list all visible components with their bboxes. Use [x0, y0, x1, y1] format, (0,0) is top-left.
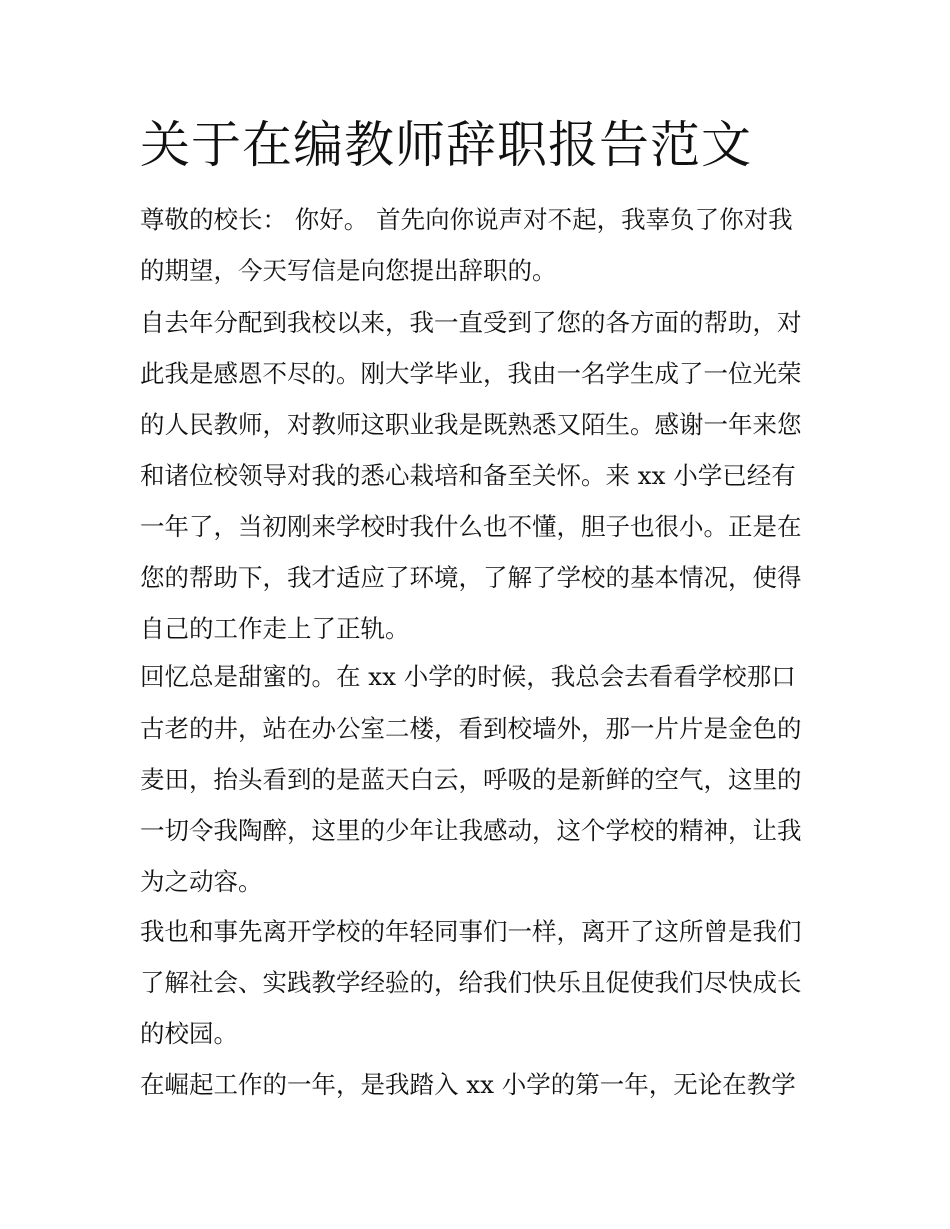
document-title: 关于在编教师辞职报告范文 — [140, 116, 752, 174]
body-line: 古老的井，站在办公室二楼，看到校墙外，那一片片是金色的 — [140, 714, 802, 743]
body-line: 此我是感恩不尽的。刚大学毕业，我由一名学生成了一位光荣 — [140, 359, 802, 388]
body-line: 在崛起工作的一年，是我踏入 xx 小学的第一年，无论在教学 — [140, 1070, 796, 1099]
body-line: 的期望，今天写信是向您提出辞职的。 — [140, 256, 557, 285]
body-line: 的校园。 — [140, 1019, 238, 1048]
body-line: 您的帮助下，我才适应了环境，了解了学校的基本情况，使得 — [140, 563, 802, 592]
body-line: 为之动容。 — [140, 867, 263, 896]
body-line: 麦田，抬头看到的是蓝天白云，呼吸的是新鲜的空气，这里的 — [140, 765, 802, 794]
body-line: 的人民教师，对教师这职业我是既熟悉又陌生。感谢一年来您 — [140, 410, 802, 439]
body-line: 和诸位校领导对我的悉心栽培和备至关怀。来 xx 小学已经有 — [140, 461, 796, 490]
body-line: 回忆总是甜蜜的。在 xx 小学的时候，我总会去看看学校那口 — [140, 662, 796, 691]
body-line: 了解社会、实践教学经验的，给我们快乐且促使我们尽快成长 — [140, 968, 802, 997]
body-line: 一切令我陶醉，这里的少年让我感动，这个学校的精神，让我 — [140, 816, 802, 845]
body-line: 我也和事先离开学校的年轻同事们一样，离开了这所曾是我们 — [140, 917, 802, 946]
body-line: 自去年分配到我校以来，我一直受到了您的各方面的帮助，对 — [140, 308, 802, 337]
body-line: 自己的工作走上了正轨。 — [140, 614, 410, 643]
body-line: 一年了，当初刚来学校时我什么也不懂，胆子也很小。正是在 — [140, 512, 802, 541]
body-line: 尊敬的校长： 你好。 首先向你说声对不起，我辜负了你对我 — [140, 205, 793, 234]
